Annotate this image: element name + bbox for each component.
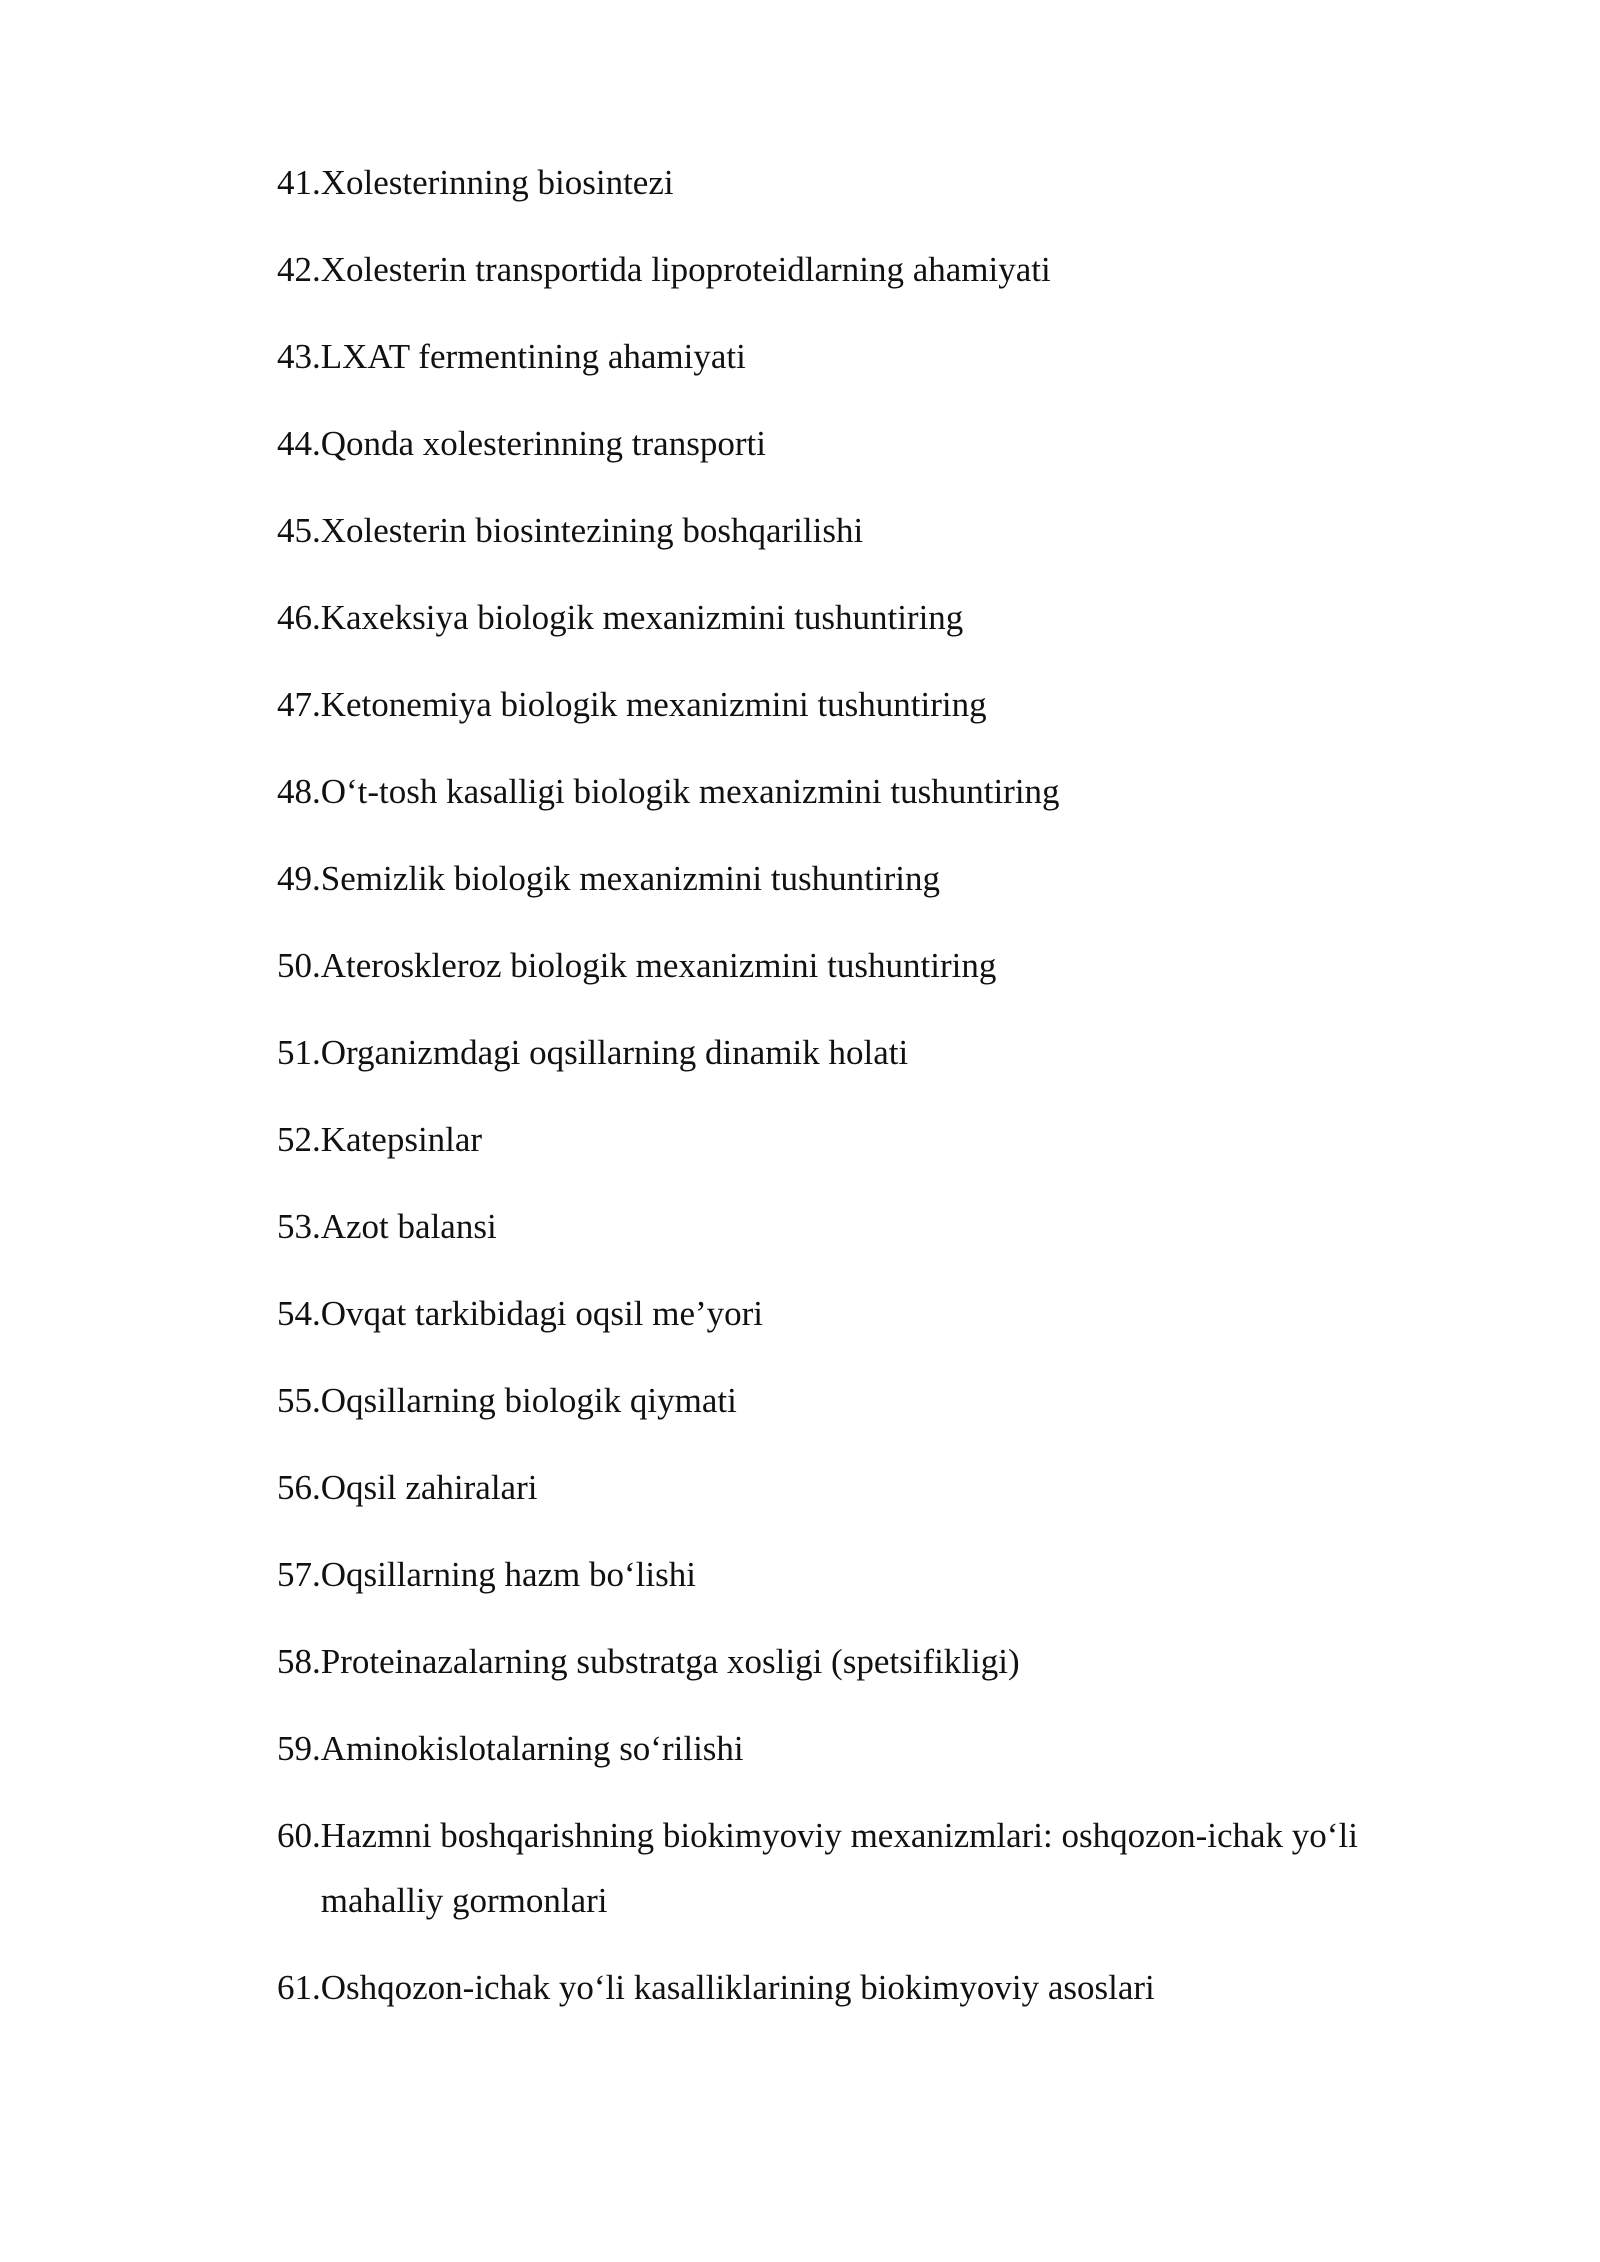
list-item: [277, 324, 1477, 389]
item-number: 61.: [277, 1968, 321, 2007]
item-text: Oqsillarning hazm bo‘lishi: [320, 1555, 696, 1594]
item-number: 51.: [277, 1033, 321, 1072]
list-item: [277, 1716, 1477, 1781]
item-text: Katepsinlar: [320, 1120, 483, 1159]
item-text: Aminokislotalarning so‘rilishi: [320, 1729, 744, 1768]
item-text: Hazmni boshqarishning biokimyoviy mexanizmlari: oshqozon-ichak yo‘li mahalliy gormonlari: [320, 1816, 1358, 1920]
list-item: [277, 150, 1477, 215]
list-item: [277, 585, 1477, 650]
item-number: 48.: [277, 772, 321, 811]
item-text: Ovqat tarkibidagi oqsil me’yori: [320, 1294, 764, 1333]
list-item: [277, 759, 1477, 824]
item-number: 56.: [277, 1468, 321, 1507]
item-number: 46.: [277, 598, 321, 637]
list-item: [277, 1629, 1477, 1694]
item-number: 41.: [277, 163, 321, 202]
list-item: [277, 1368, 1477, 1433]
item-number: 49.: [277, 859, 321, 898]
item-number: 47.: [277, 685, 321, 724]
item-number: 55.: [277, 1381, 321, 1420]
item-number: 45.: [277, 511, 321, 550]
item-text: Organizmdagi oqsillarning dinamik holati: [320, 1033, 909, 1072]
item-text: O‘t-tosh kasalligi biologik mexanizmini tushuntiring: [320, 772, 1060, 811]
item-text: Oshqozon-ichak yo‘li kasalliklarining biokimyoviy asoslari: [320, 1968, 1155, 2007]
numbered-question-list: [277, 150, 1477, 2042]
list-item: [277, 237, 1477, 302]
list-item: [277, 1955, 1477, 2020]
list-item: [277, 846, 1477, 911]
list-item: [277, 1281, 1477, 1346]
item-number: 52.: [277, 1120, 321, 1159]
list-item: [277, 1107, 1477, 1172]
item-text: Ketonemiya biologik mexanizmini tushuntiring: [320, 685, 987, 724]
item-number: 57.: [277, 1555, 321, 1594]
list-item: [277, 411, 1477, 476]
list-item: [277, 1542, 1477, 1607]
list-item: [277, 672, 1477, 737]
item-text: Semizlik biologik mexanizmini tushuntiring: [320, 859, 941, 898]
item-number: 53.: [277, 1207, 321, 1246]
item-number: 50.: [277, 946, 321, 985]
item-text: Oqsil zahiralari: [320, 1468, 538, 1507]
item-text: Oqsillarning biologik qiymati: [320, 1381, 737, 1420]
item-text: Azot balansi: [320, 1207, 497, 1246]
list-item: [277, 1194, 1477, 1259]
item-text: Ateroskleroz biologik mexanizmini tushuntiring: [320, 946, 997, 985]
item-number: 54.: [277, 1294, 321, 1333]
item-number: 58.: [277, 1642, 321, 1681]
item-text: Xolesterin biosintezining boshqarilishi: [320, 511, 864, 550]
item-number: 43.: [277, 337, 321, 376]
item-text: Xolesterinning biosintezi: [320, 163, 674, 202]
item-text: LXAT fermentining ahamiyati: [320, 337, 746, 376]
list-item: [277, 1020, 1477, 1085]
list-item: [277, 498, 1477, 563]
item-text: Proteinazalarning substratga xosligi (spetsifikligi): [320, 1642, 1020, 1681]
list-item: [277, 933, 1477, 998]
item-text: Kaxeksiya biologik mexanizmini tushuntiring: [320, 598, 964, 637]
item-number: 59.: [277, 1729, 321, 1768]
item-text: Qonda xolesterinning transporti: [320, 424, 766, 463]
list-item: [277, 1455, 1477, 1520]
item-number: 60.: [277, 1816, 321, 1855]
list-item: [277, 1803, 1477, 1933]
item-text: Xolesterin transportida lipoproteidlarning ahamiyati: [320, 250, 1051, 289]
item-number: 44.: [277, 424, 321, 463]
item-number: 42.: [277, 250, 321, 289]
